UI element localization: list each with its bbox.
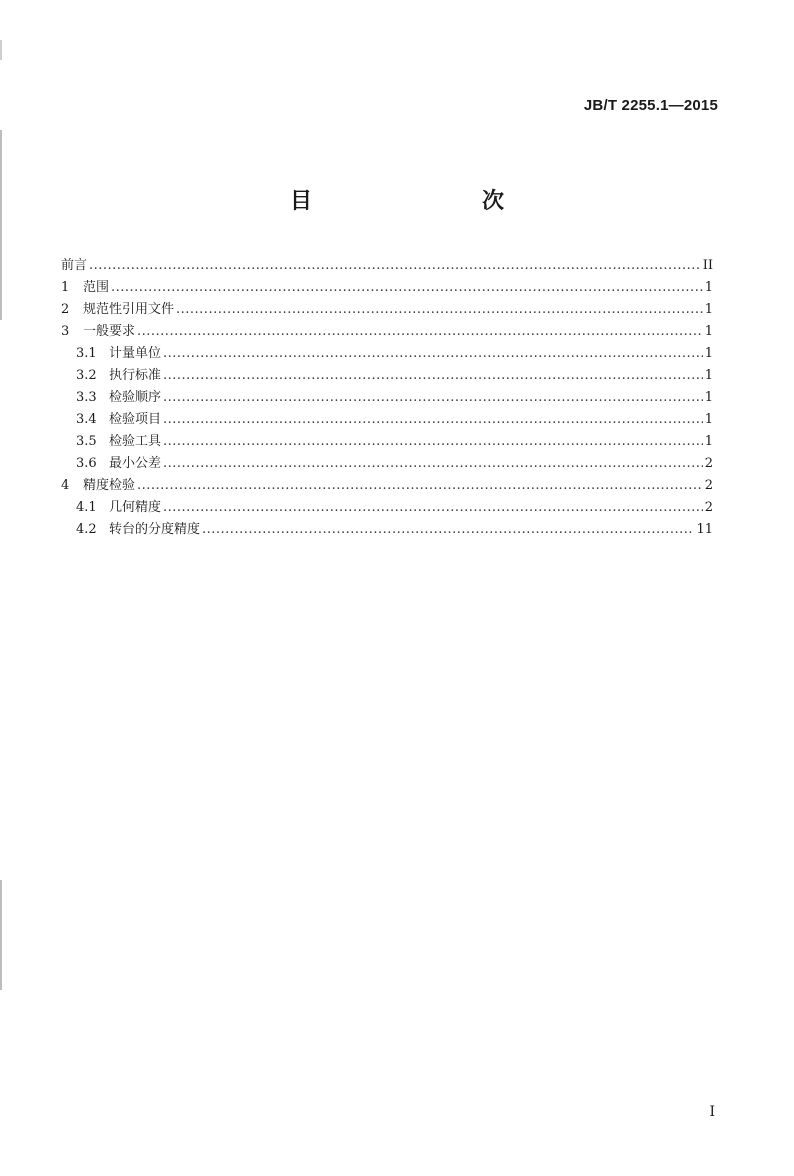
toc-page: 1 — [704, 434, 713, 449]
leader-dots — [111, 277, 703, 299]
scan-edge — [0, 0, 2, 1176]
toc-label: 前言 — [61, 258, 88, 273]
toc-entry[interactable] — [61, 299, 713, 321]
toc-label: 计量单位 — [109, 346, 162, 361]
toc-label: 检验项目 — [109, 412, 162, 427]
toc-entry[interactable] — [61, 343, 713, 365]
toc-label: 规范性引用文件 — [83, 302, 175, 317]
toc-number: 4 — [61, 478, 70, 493]
toc-label: 范围 — [83, 280, 110, 295]
toc-entry[interactable] — [61, 387, 713, 409]
toc-page: 1 — [704, 346, 713, 361]
toc-label: 最小公差 — [109, 456, 162, 471]
toc-number: 2 — [61, 302, 70, 317]
toc-page: 2 — [704, 500, 713, 515]
table-of-contents — [61, 255, 713, 541]
leader-dots — [163, 365, 703, 387]
leader-dots — [163, 497, 703, 519]
toc-label: 转台的分度精度 — [109, 522, 201, 537]
toc-label: 精度检验 — [83, 478, 136, 493]
toc-label: 检验顺序 — [109, 390, 162, 405]
leader-dots — [137, 475, 703, 497]
toc-entry[interactable] — [61, 497, 713, 519]
leader-dots — [163, 387, 703, 409]
toc-page: 2 — [704, 456, 713, 471]
toc-label: 检验工具 — [109, 434, 162, 449]
toc-number: 3.5 — [76, 434, 97, 449]
toc-entry[interactable] — [61, 431, 713, 453]
toc-entry[interactable] — [61, 277, 713, 299]
toc-label: 一般要求 — [83, 324, 136, 339]
leader-dots — [202, 519, 694, 541]
toc-label: 执行标准 — [109, 368, 162, 383]
standard-number: JB/T 2255.1—2015 — [583, 97, 718, 114]
toc-entry[interactable] — [61, 365, 713, 387]
toc-page: 1 — [704, 412, 713, 427]
toc-label: 几何精度 — [109, 500, 162, 515]
leader-dots — [137, 321, 703, 343]
toc-number: 4.1 — [76, 500, 97, 515]
toc-entry[interactable] — [61, 321, 713, 343]
page-number: I — [709, 1104, 715, 1120]
toc-number: 3.6 — [76, 456, 97, 471]
toc-number: 4.2 — [76, 522, 97, 537]
leader-dots — [163, 453, 703, 475]
leader-dots — [163, 431, 703, 453]
toc-number: 3.4 — [76, 412, 97, 427]
toc-page: 1 — [704, 368, 713, 383]
toc-entry[interactable] — [61, 519, 713, 541]
toc-page: 1 — [704, 390, 713, 405]
leader-dots — [163, 409, 703, 431]
toc-page: 1 — [704, 324, 713, 339]
toc-entry[interactable] — [61, 475, 713, 497]
toc-page: 2 — [704, 478, 713, 493]
leader-dots — [176, 299, 703, 321]
toc-entry[interactable] — [61, 453, 713, 475]
toc-number: 3.3 — [76, 390, 97, 405]
toc-page: 1 — [704, 302, 713, 317]
toc-number: 3 — [61, 324, 70, 339]
toc-page: II — [702, 258, 713, 273]
toc-entry[interactable] — [61, 255, 713, 277]
page-title: 目 次 — [289, 189, 546, 214]
toc-page: 11 — [696, 522, 713, 537]
toc-number: 3.2 — [76, 368, 97, 383]
toc-page: 1 — [704, 280, 713, 295]
toc-entry[interactable] — [61, 409, 713, 431]
leader-dots — [163, 343, 703, 365]
toc-number: 1 — [61, 280, 70, 295]
toc-number: 3.1 — [76, 346, 97, 361]
leader-dots — [89, 255, 701, 277]
